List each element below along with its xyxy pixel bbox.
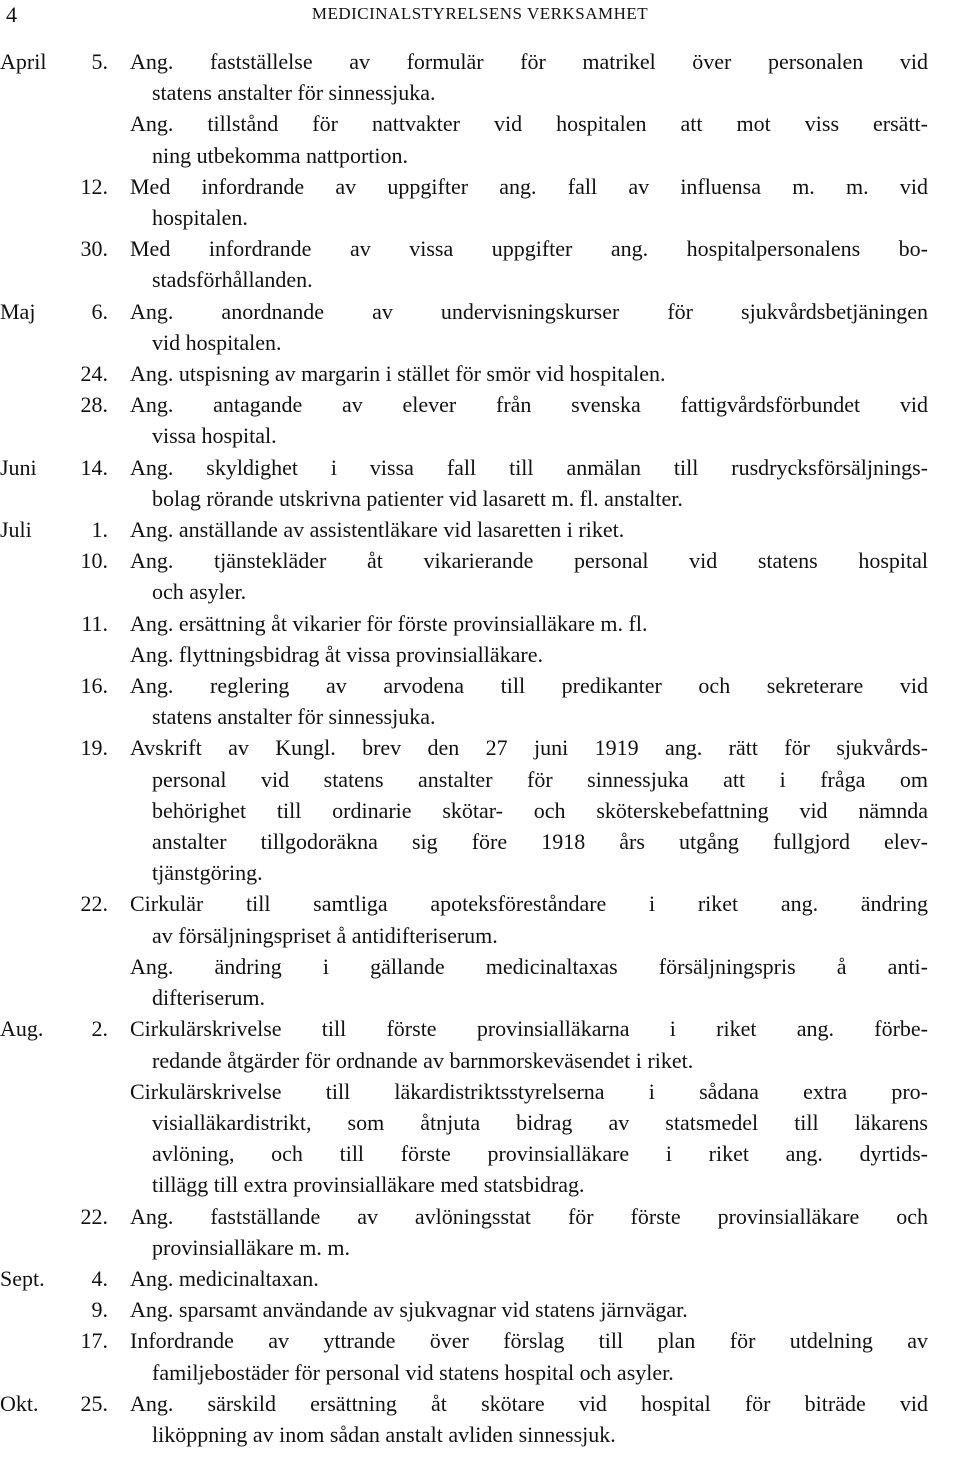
entry-line: Infordrande av yttrande över förslag till plan för utdelning av bbox=[130, 1328, 928, 1354]
entry-row bbox=[0, 1325, 960, 1387]
entry-day: 14. bbox=[80, 454, 108, 480]
entry-text bbox=[130, 452, 928, 514]
entry-text bbox=[130, 1325, 928, 1387]
entry-line: Ang. ändring i gällande medicinaltaxas försäljningspris å anti- bbox=[130, 953, 928, 979]
entry-day: 2. bbox=[91, 1016, 108, 1042]
entry-line: Med infordrande av vissa uppgifter ang. hospitalpersonalens bo- bbox=[130, 236, 928, 262]
entry-row bbox=[0, 732, 960, 888]
entry-line: redande åtgärder för ordnande av barnmorskeväsendet i riket. bbox=[152, 1047, 694, 1073]
entry-day: 30. bbox=[80, 236, 108, 262]
entry-text bbox=[130, 1201, 928, 1263]
entry-line: Ang. tillstånd för nattvakter vid hospitalen att mot viss ersätt- bbox=[130, 111, 928, 137]
entry-line: behörighet till ordinarie skötar- och sköterskebefattning vid nämnda bbox=[152, 797, 928, 823]
entry-line: Cirkulärskrivelse till läkardistriktsstyrelserna i sådana extra pro- bbox=[130, 1078, 928, 1104]
entry-day: 22. bbox=[80, 891, 108, 917]
entry-text bbox=[130, 732, 928, 888]
entry-text bbox=[130, 108, 928, 170]
entry-line: ning utbekomma nattportion. bbox=[152, 142, 409, 168]
entry-month: Juni bbox=[0, 454, 37, 480]
entry-row bbox=[0, 608, 960, 639]
entry-line: Avskrift av Kungl. brev den 27 juni 1919 ang. rätt för sjukvårds- bbox=[130, 735, 928, 761]
entry-row bbox=[0, 1263, 960, 1294]
entry-line: provinsialläkare m. m. bbox=[152, 1234, 350, 1260]
entry-row bbox=[0, 46, 960, 108]
entry-line: Ang. anordnande av undervisningskurser för sjukvårdsbetjäningen bbox=[130, 298, 928, 324]
chronology-list bbox=[0, 46, 960, 1450]
entry-text bbox=[130, 1076, 928, 1201]
entry-line: Ang. flyttningsbidrag åt vissa provinsialläkare. bbox=[130, 641, 544, 667]
entry-line: tjänstgöring. bbox=[152, 860, 263, 886]
entry-month: Aug. bbox=[0, 1016, 44, 1042]
entry-day: 12. bbox=[80, 173, 108, 199]
entry-line: Ang. fastställande av avlöningsstat för förste provinsialläkare och bbox=[130, 1203, 928, 1229]
entry-row bbox=[0, 545, 960, 607]
entry-line: bolag rörande utskrivna patienter vid lasarett m. fl. anstalter. bbox=[152, 485, 683, 511]
page-header bbox=[0, 2, 960, 32]
entry-row bbox=[0, 358, 960, 389]
running-title: MEDICINALSTYRELSENS VERKSAMHET bbox=[311, 4, 649, 23]
entry-line: Ang. antagande av elever från svenska fattigvårdsförbundet vid bbox=[130, 392, 928, 418]
entry-day: 11. bbox=[81, 610, 108, 636]
entry-line: liköppning av inom sådan anstalt avliden sinnessjuk. bbox=[152, 1421, 616, 1447]
entry-line: av försäljningspriset å antidifteriserum. bbox=[152, 922, 498, 948]
entry-day: 17. bbox=[80, 1328, 108, 1354]
entry-row bbox=[0, 389, 960, 451]
entry-text bbox=[130, 670, 928, 732]
entry-line: och asyler. bbox=[152, 579, 247, 605]
entry-text bbox=[130, 171, 928, 233]
entry-day: 24. bbox=[80, 361, 108, 387]
entry-text bbox=[130, 389, 928, 451]
entry-row bbox=[0, 108, 960, 170]
entry-row bbox=[0, 171, 960, 233]
entry-row bbox=[0, 452, 960, 514]
entry-line: tillägg till extra provinsialläkare med statsbidrag. bbox=[152, 1172, 585, 1198]
entry-text bbox=[130, 545, 928, 607]
entry-day: 10. bbox=[80, 548, 108, 574]
entry-row bbox=[0, 639, 960, 670]
entry-row bbox=[0, 296, 960, 358]
entry-day: 9. bbox=[91, 1297, 108, 1323]
entry-line: Ang. utspisning av margarin i stället för smör vid hospitalen. bbox=[130, 361, 666, 387]
entry-line: difteriserum. bbox=[152, 985, 266, 1011]
entry-row bbox=[0, 1201, 960, 1263]
entry-line: avlöning, och till förste provinsialläkare i riket ang. dyrtids- bbox=[152, 1141, 928, 1167]
entry-row bbox=[0, 951, 960, 1013]
entry-day: 6. bbox=[91, 298, 108, 324]
entry-text bbox=[130, 639, 928, 670]
entry-text bbox=[130, 514, 928, 545]
entry-day: 5. bbox=[91, 49, 108, 74]
entry-text bbox=[130, 358, 928, 389]
entry-row bbox=[0, 1013, 960, 1075]
entry-day: 25. bbox=[80, 1390, 108, 1416]
entry-row bbox=[0, 1388, 960, 1450]
entry-line: vid hospitalen. bbox=[152, 329, 282, 355]
entry-day: 1. bbox=[91, 517, 108, 543]
entry-text bbox=[130, 46, 928, 108]
entry-line: Ang. sparsamt användande av sjukvagnar vid statens järnvägar. bbox=[130, 1297, 688, 1323]
entry-month: Sept. bbox=[0, 1265, 45, 1291]
page-number: 4 bbox=[6, 2, 17, 27]
entry-line: vissa hospital. bbox=[152, 423, 277, 449]
entry-month: Maj bbox=[0, 298, 36, 324]
entry-line: statens anstalter för sinnessjuka. bbox=[152, 704, 436, 730]
entry-line: Ang. reglering av arvodena till predikanter och sekreterare vid bbox=[130, 673, 928, 699]
entry-row bbox=[0, 233, 960, 295]
entry-line: familjebostäder för personal vid statens hospital och asyler. bbox=[152, 1359, 674, 1385]
entry-text bbox=[130, 233, 928, 295]
entry-day: 16. bbox=[80, 673, 108, 699]
entry-text bbox=[130, 296, 928, 358]
entry-day: 19. bbox=[80, 735, 108, 761]
entry-line: Cirkulärskrivelse till förste provinsialläkarna i riket ang. förbe- bbox=[130, 1016, 928, 1042]
entry-row bbox=[0, 1294, 960, 1325]
entry-line: statens anstalter för sinnessjuka. bbox=[152, 80, 436, 106]
entry-text bbox=[130, 1388, 928, 1450]
entry-text bbox=[130, 1013, 928, 1075]
entry-month: April bbox=[0, 49, 47, 74]
entry-line: Ang. skyldighet i vissa fall till anmälan till rusdrycksförsäljnings- bbox=[130, 454, 928, 480]
entry-line: anstalter tillgodoräkna sig före 1918 års utgång fullgjord elev- bbox=[152, 829, 928, 855]
entry-line: stadsförhållanden. bbox=[152, 267, 313, 293]
entry-line: Ang. särskild ersättning åt skötare vid hospital för biträde vid bbox=[130, 1390, 928, 1416]
entry-month: Juli bbox=[0, 517, 32, 543]
entry-line: Ang. medicinaltaxan. bbox=[130, 1265, 319, 1291]
entry-day: 4. bbox=[91, 1265, 108, 1291]
entry-text bbox=[130, 951, 928, 1013]
entry-row bbox=[0, 514, 960, 545]
entry-text bbox=[130, 1263, 928, 1294]
entry-line: Ang. tjänstekläder åt vikarierande personal vid statens hospital bbox=[130, 548, 928, 574]
entry-row bbox=[0, 670, 960, 732]
entry-line: hospitalen. bbox=[152, 205, 248, 231]
entry-month: Okt. bbox=[0, 1390, 39, 1416]
entry-line: personal vid statens anstalter för sinnessjuka att i fråga om bbox=[152, 766, 928, 792]
entry-line: Med infordrande av uppgifter ang. fall av influensa m. m. vid bbox=[130, 173, 928, 199]
entry-row bbox=[0, 1076, 960, 1201]
entry-line: Cirkulär till samtliga apoteksföreståndare i riket ang. ändring bbox=[130, 891, 928, 917]
entry-row bbox=[0, 888, 960, 950]
entry-line: visialläkardistrikt, som åtnjuta bidrag av statsmedel till läkarens bbox=[152, 1109, 928, 1135]
entry-line: Ang. anställande av assistentläkare vid lasaretten i riket. bbox=[130, 517, 625, 543]
entry-line: Ang. ersättning åt vikarier för förste provinsialläkare m. fl. bbox=[130, 610, 648, 636]
entry-day: 28. bbox=[80, 392, 108, 418]
entry-text bbox=[130, 1294, 928, 1325]
entry-day: 22. bbox=[80, 1203, 108, 1229]
entry-text bbox=[130, 608, 928, 639]
entry-text bbox=[130, 888, 928, 950]
entry-line: Ang. fastställelse av formulär för matrikel över personalen vid bbox=[130, 49, 928, 74]
